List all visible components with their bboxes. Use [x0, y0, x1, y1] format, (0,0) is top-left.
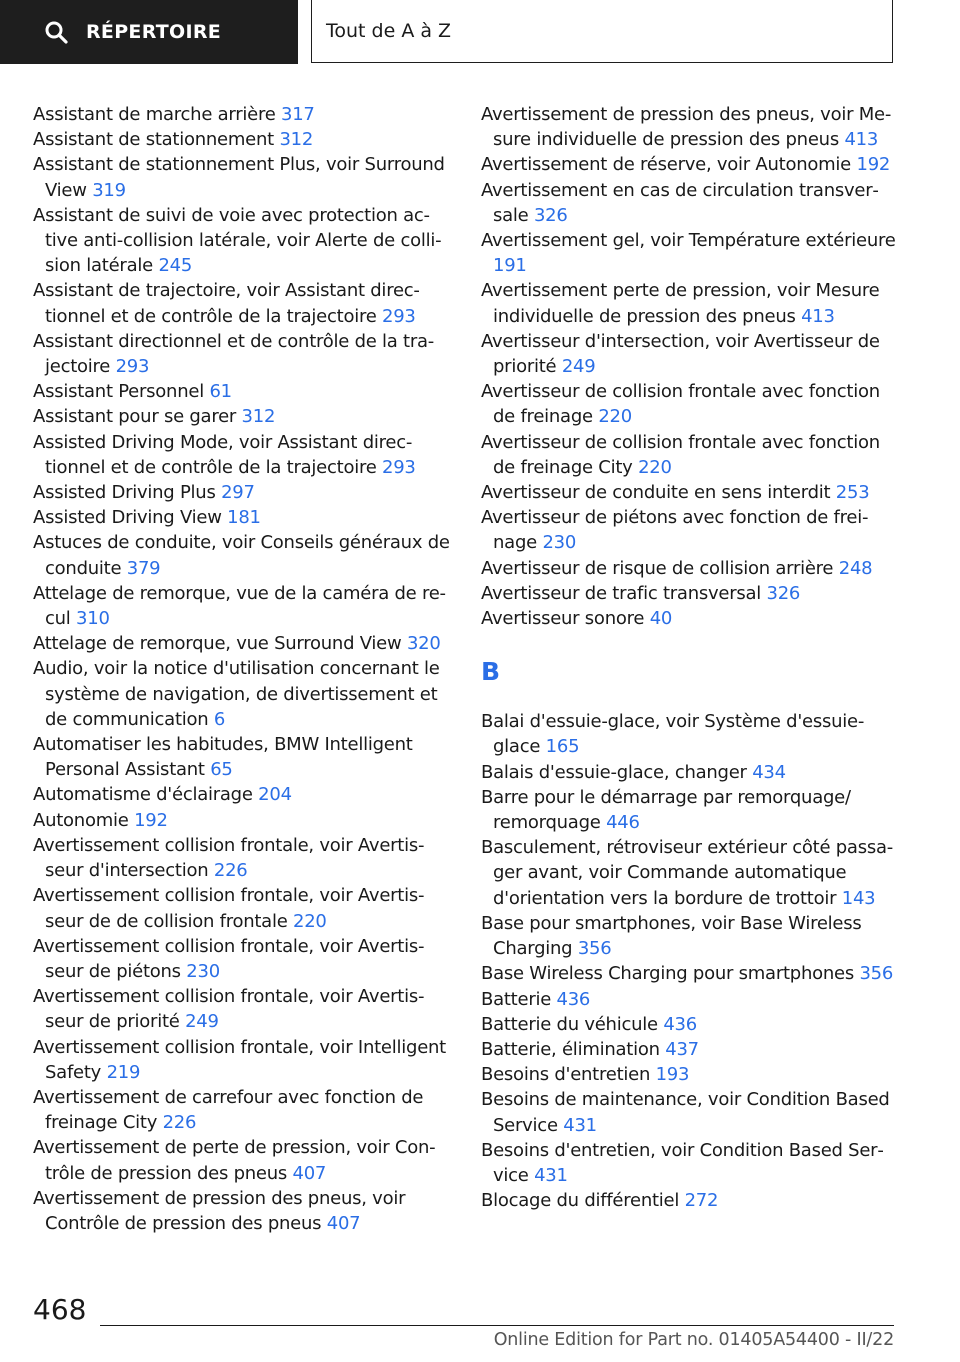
entry-page-link[interactable]: 317 [281, 104, 315, 125]
entry-text: Avertisseur de collision frontale avec fonction de freinage City [481, 431, 880, 478]
entry-text: Batterie du véhicule [481, 1013, 658, 1035]
entry-text: Avertissement collision frontale, voir Avertisseur de de collision frontale [33, 885, 425, 932]
entry-page-link[interactable]: 326 [533, 204, 568, 226]
entry-text: Basculement, rétroviseur extérieur côté passager avant, voir Commande automatique d'orientation vers la bordure de trottoir [481, 837, 894, 909]
index-entry [481, 228, 899, 278]
entry-text: Avertissement perte de pression, voir Mesure individuelle de pression des pneus [481, 280, 880, 327]
index-entry [33, 203, 451, 279]
index-entry [481, 178, 899, 228]
entry-page-link[interactable]: 431 [563, 1114, 597, 1136]
entry-page-link[interactable]: 230 [186, 960, 220, 982]
index-entry [481, 606, 899, 631]
entry-text: Avertissement de perte de pression, voir Contrôle de pression des pneus [33, 1137, 436, 1184]
index-entry [33, 1186, 451, 1236]
index-entry [481, 102, 899, 152]
entry-page-link[interactable]: 326 [766, 582, 801, 604]
entry-page-link[interactable]: 245 [158, 255, 193, 277]
entry-page-link[interactable]: 226 [162, 1112, 197, 1134]
entry-page-link[interactable]: 310 [76, 608, 110, 630]
entry-text: Avertisseur de risque de collision arrière [481, 557, 834, 579]
index-entry [33, 934, 451, 984]
entry-text: Assistant directionnel et de contrôle de la trajectoire [33, 330, 435, 378]
index-entry [481, 581, 899, 606]
index-entry [481, 709, 899, 759]
index-entry [481, 430, 899, 480]
entry-text: Assistant de trajectoire, voir Assistant directionnel et de contrôle de la trajectoire [33, 280, 420, 327]
entry-page-link[interactable]: 293 [382, 305, 416, 327]
entry-page-link[interactable]: 293 [115, 356, 150, 378]
entry-text: Attelage de remorque, vue de la caméra de recul [33, 582, 447, 630]
index-entry [33, 1085, 451, 1135]
index-entry [33, 581, 451, 631]
entry-text: Assistant de stationnement Plus, voir Surround View [33, 154, 445, 201]
entry-page-link[interactable]: 320 [406, 633, 441, 655]
entry-text: Avertissement gel, voir Température extérieure [481, 230, 896, 252]
index-entry [481, 480, 899, 505]
index-entry [33, 782, 451, 807]
entry-page-link[interactable]: 319 [92, 179, 126, 201]
index-entry [33, 732, 451, 782]
index-entry [33, 1035, 451, 1085]
search-tab-label: RÉPERTOIRE [86, 21, 222, 43]
index-entry [481, 1138, 899, 1188]
index-entry [33, 379, 451, 404]
entry-text: Assistant de suivi de voie avec protection active anti-collision latérale, voir Alerte de collision latérale [33, 204, 442, 277]
footer-divider [100, 1325, 894, 1326]
entry-page-link[interactable]: 143 [841, 887, 876, 909]
entry-text: Audio, voir la notice d'utilisation concernant le système de navigation, de divertissement et de communication [33, 658, 440, 730]
index-entry [481, 556, 899, 581]
index-tab-label: Tout de A à Z [326, 20, 452, 42]
search-icon [44, 20, 68, 44]
index-entry [33, 530, 451, 580]
entry-page-link[interactable]: 230 [542, 532, 577, 554]
entry-text: Assisted Driving Mode, voir Assistant directionnel et de contrôle de la trajectoire [33, 431, 413, 478]
index-entry [481, 785, 899, 835]
index-tab[interactable] [311, 0, 893, 63]
search-tab[interactable] [0, 0, 298, 64]
index-entry [33, 505, 451, 530]
entry-page-link[interactable]: 436 [556, 988, 591, 1010]
index-entry [481, 961, 899, 986]
index-entry [481, 329, 899, 379]
index-entry [33, 833, 451, 883]
index-entry [33, 883, 451, 933]
entry-text: Batterie [481, 988, 552, 1010]
edition-note: Online Edition for Part no. 01405A54400 - II/22 [493, 1330, 894, 1350]
entry-page-link[interactable]: 312 [241, 406, 276, 428]
entry-text: Barre pour le démarrage par remorquage/ remorquage [481, 786, 851, 834]
index-entry [481, 152, 899, 177]
entry-text: Attelage de remorque, vue Surround View [33, 633, 402, 655]
entry-text: Avertissement de pression des pneus, voir Mesure individuelle de pression des pneus [481, 104, 892, 151]
entry-page-link[interactable]: 220 [293, 910, 327, 932]
entry-text: Avertisseur sonore [481, 608, 645, 630]
index-entry [33, 430, 451, 480]
entry-text: Assistant pour se garer [33, 406, 237, 428]
entry-page-link[interactable]: 413 [844, 129, 879, 151]
index-entry [481, 278, 899, 328]
entry-text: Avertissement de carrefour avec fonction de freinage City [33, 1086, 424, 1134]
index-entry [481, 1012, 899, 1037]
index-entry [481, 379, 899, 429]
entry-page-link[interactable]: 293 [382, 456, 416, 478]
entry-text: Avertisseur de piétons avec fonction de freinage [481, 507, 869, 554]
entry-page-link[interactable]: 436 [663, 1013, 697, 1035]
entry-text: Avertissement de réserve, voir Autonomie [481, 154, 852, 176]
entry-text: Assisted Driving View [33, 507, 222, 529]
entry-text: Avertissement collision frontale, voir Avertisseur de priorité [33, 986, 425, 1033]
entry-text: Avertissement collision frontale, voir Avertisseur d'intersection [33, 834, 425, 882]
entry-page-link[interactable]: 407 [292, 1162, 327, 1184]
entry-page-link[interactable]: 431 [534, 1164, 568, 1186]
entry-page-link[interactable]: 219 [106, 1061, 141, 1083]
entry-page-link[interactable]: 40 [649, 608, 673, 630]
index-entry [33, 329, 451, 379]
index-entry [481, 835, 899, 911]
entry-text: Besoins de maintenance, voir Condition Based Service [481, 1089, 890, 1136]
index-entry [33, 127, 451, 152]
index-entry [481, 1037, 899, 1062]
entry-text: Assistant de marche arrière [33, 104, 276, 125]
entry-page-link[interactable]: 249 [561, 356, 596, 378]
entry-page-link[interactable]: 192 [856, 154, 891, 176]
entry-text: Avertissement collision frontale, voir Avertisseur de piétons [33, 935, 425, 982]
entry-page-link[interactable]: 204 [258, 784, 292, 806]
index-entry [481, 505, 899, 555]
left-column [33, 102, 451, 1236]
index-entry [33, 1135, 451, 1185]
entry-text: Astuces de conduite, voir Conseils généraux de conduite [33, 532, 450, 579]
index-entry [33, 102, 451, 127]
entry-text: Avertissement collision frontale, voir Intelligent Safety [33, 1036, 446, 1083]
index-entry [481, 911, 899, 961]
entry-text: Besoins d'entretien, voir Condition Based Service [481, 1139, 884, 1186]
index-entry [33, 278, 451, 328]
right-column [481, 102, 899, 1213]
index-entry [33, 984, 451, 1034]
header [0, 0, 960, 66]
entry-page-link[interactable]: 248 [838, 557, 873, 579]
entry-page-link[interactable]: 379 [126, 557, 161, 579]
entry-page-link[interactable]: 220 [638, 456, 672, 478]
entry-text: Blocage du différentiel [481, 1190, 680, 1212]
page-number: 468 [33, 1293, 87, 1326]
entry-page-link[interactable]: 6 [213, 708, 226, 730]
entry-text: Avertissement en cas de circulation transversale [481, 179, 879, 226]
entry-page-link[interactable]: 249 [185, 1011, 219, 1033]
entry-text: Assistant Personnel [33, 381, 204, 403]
entry-page-link[interactable]: 191 [493, 255, 527, 277]
index-entry [33, 656, 451, 732]
entry-page-link[interactable]: 297 [221, 482, 255, 504]
entry-page-link[interactable]: 61 [209, 381, 232, 403]
entry-text: Besoins d'entretien [481, 1064, 651, 1086]
entry-text: Balais d'essuie-glace, changer [481, 761, 747, 783]
entry-page-link[interactable]: 181 [227, 507, 261, 529]
entry-text: Avertisseur d'intersection, voir Avertisseur de priorité [481, 330, 880, 378]
index-entry [33, 404, 451, 429]
index-entry [33, 152, 451, 202]
entry-text: Automatisme d'éclairage [33, 784, 253, 806]
index-entry [33, 631, 451, 656]
entry-text: Base Wireless Charging pour smartphones [481, 963, 854, 985]
entry-page-link[interactable]: 272 [684, 1190, 719, 1212]
entry-text: Avertisseur de collision frontale avec fonction de freinage [481, 381, 880, 428]
index-entry [481, 760, 899, 785]
entry-page-link[interactable]: 193 [655, 1064, 690, 1086]
index-entry [33, 808, 451, 833]
entry-page-link[interactable]: 312 [279, 129, 314, 151]
entry-text: Autonomie [33, 809, 129, 831]
entry-page-link[interactable]: 446 [606, 812, 640, 834]
index-entry [33, 480, 451, 505]
entry-page-link[interactable]: 413 [801, 305, 835, 327]
index-entry [481, 1087, 899, 1137]
entry-page-link[interactable]: 220 [598, 406, 632, 428]
section-letter: B [481, 657, 501, 687]
entry-page-link[interactable]: 356 [859, 963, 894, 985]
entry-page-link[interactable]: 437 [665, 1038, 699, 1060]
entry-page-link[interactable]: 407 [326, 1212, 361, 1234]
entry-text: Avertisseur de conduite en sens interdit [481, 482, 831, 504]
entry-page-link[interactable]: 253 [835, 482, 870, 504]
entry-page-link[interactable]: 226 [213, 860, 248, 882]
entry-page-link[interactable]: 65 [210, 759, 233, 781]
entry-text: Assisted Driving Plus [33, 482, 216, 504]
entry-text: Batterie, élimination [481, 1038, 660, 1060]
index-entry [481, 1188, 899, 1213]
entry-page-link[interactable]: 165 [545, 736, 580, 758]
entry-text: Base pour smartphones, voir Base Wireless Charging [481, 912, 862, 960]
index-entry [481, 987, 899, 1012]
index-entry [481, 1062, 899, 1087]
entry-page-link[interactable]: 434 [752, 761, 786, 783]
entry-text: Avertisseur de trafic transversal [481, 582, 762, 604]
entry-page-link[interactable]: 192 [134, 809, 168, 831]
entry-page-link[interactable]: 356 [577, 938, 612, 960]
entry-text: Balai d'essuie-glace, voir Système d'essuie-glace [481, 711, 865, 758]
entry-text: Assistant de stationnement [33, 129, 274, 151]
entry-text: Avertissement de pression des pneus, voir Contrôle de pression des pneus [33, 1187, 406, 1234]
entry-text: Automatiser les habitudes, BMW Intelligent Personal Assistant [33, 734, 413, 781]
